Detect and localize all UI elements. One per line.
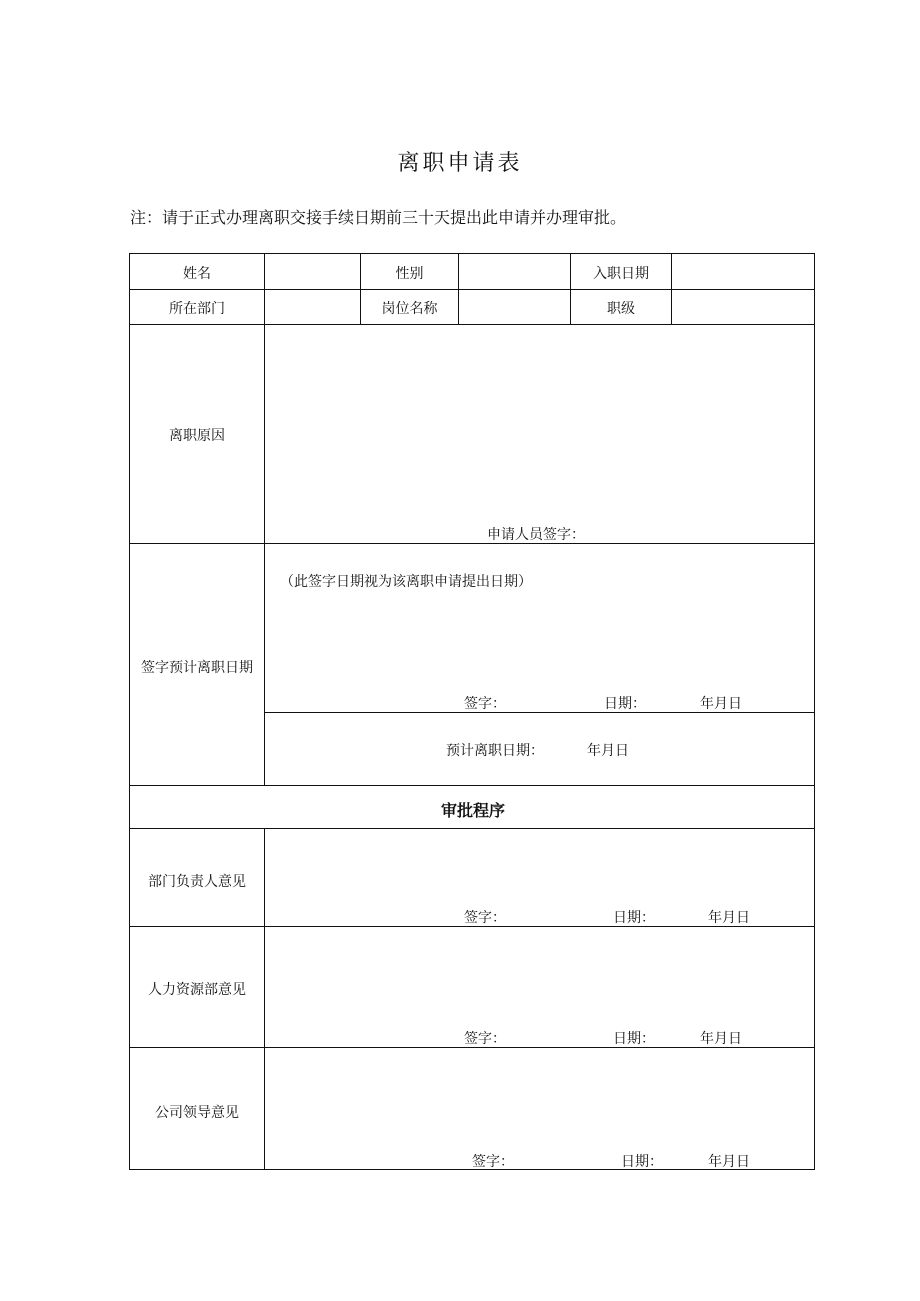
dept-head-opinion-field[interactable] <box>265 829 814 901</box>
approval-heading: 审批程序 <box>440 801 505 820</box>
row-divider <box>130 543 814 544</box>
name-label: 姓名 <box>183 266 211 282</box>
signature-label: 签字： <box>464 910 506 926</box>
ymd-label: 年月日 <box>700 696 742 712</box>
ymd-label: 年月日 <box>708 910 750 926</box>
date-label: 日期： <box>604 696 646 712</box>
date-label: 日期： <box>613 910 655 926</box>
form-note: 注：请于正式办理离职交接手续日期前三十天提出此申请并办理审批。 <box>130 208 627 227</box>
department-field[interactable] <box>265 290 360 324</box>
gender-field[interactable] <box>459 254 570 289</box>
signature-label: 签字： <box>464 696 506 712</box>
leadership-opinion-label: 公司领导意见 <box>155 1105 239 1121</box>
date-label: 日期： <box>613 1031 655 1047</box>
ymd-label: 年月日 <box>700 1031 742 1047</box>
hr-opinion-label: 人力资源部意见 <box>148 982 246 998</box>
date-label: 日期： <box>621 1154 663 1170</box>
ymd-label: 年月日 <box>708 1154 750 1170</box>
level-field[interactable] <box>672 290 814 324</box>
hr-opinion-field[interactable] <box>265 927 814 1021</box>
hire-date-field[interactable] <box>672 254 814 289</box>
page-title: 离职申请表 <box>397 151 523 176</box>
reason-field[interactable] <box>265 325 814 515</box>
expected-date-label: 预计离职日期： <box>446 743 544 759</box>
reason-label: 离职原因 <box>169 428 225 444</box>
resignation-form-table <box>129 253 815 1170</box>
row-divider <box>130 785 814 786</box>
gender-label: 性别 <box>395 266 424 282</box>
hire-date-label: 入职日期 <box>593 266 649 282</box>
expected-ymd-label: 年月日 <box>587 743 629 759</box>
level-label: 职级 <box>607 301 635 317</box>
name-field[interactable] <box>265 254 360 289</box>
signing-label: 签字预计离职日期 <box>141 660 253 676</box>
department-label: 所在部门 <box>169 301 225 317</box>
dept-head-opinion-label: 部门负责人意见 <box>148 874 246 890</box>
applicant-signature-label: 申请人员签字： <box>487 527 585 543</box>
leadership-opinion-field[interactable] <box>265 1048 814 1142</box>
signature-label: 签字： <box>472 1154 514 1170</box>
position-label: 岗位名称 <box>381 301 438 317</box>
signature-label: 签字： <box>464 1031 506 1047</box>
signing-hint: （此签字日期视为该离职申请提出日期） <box>280 574 532 590</box>
position-field[interactable] <box>459 290 570 324</box>
